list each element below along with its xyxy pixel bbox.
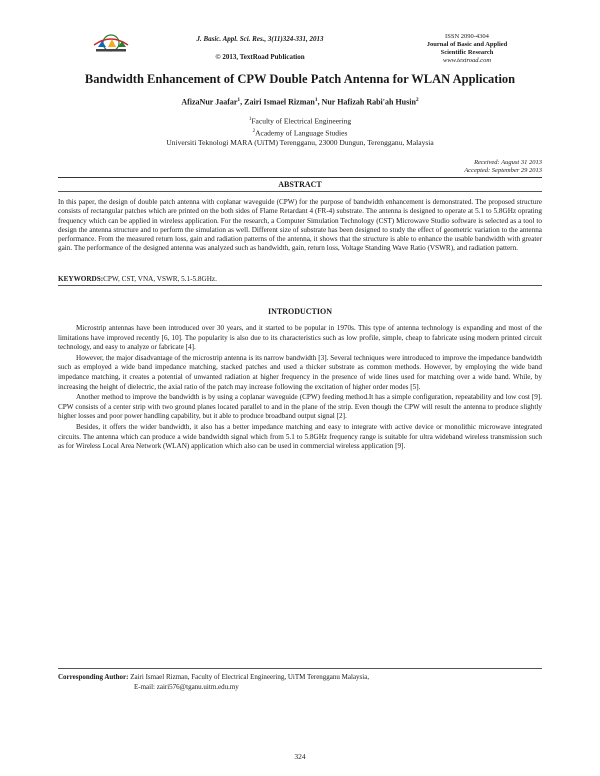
- accepted-date: Accepted: September 29 2013: [464, 167, 542, 174]
- journal-url[interactable]: www.textroad.com: [442, 57, 492, 64]
- paragraph: However, the major disadvantage of the microstrip antenna is its narrow bandwidth [3]. Several techniques were introduced to improve the impedance bandwidth such as employed a wide band impedance matching, stacked patches and used a thicker substrate as common methods. However, by employing the wide band impedance matching, it creates a potential of unwanted radiation at higher frequency in the presence of wide lines used for matching over a wide band. While, by increasing the height of dielectric, the axial ratio of the patch may increase following the excitation of higher order modes [5].: [58, 353, 542, 391]
- corresponding-author-footnote: [58, 672, 542, 692]
- submission-dates: [400, 159, 542, 175]
- affil-mark: 2: [252, 128, 256, 134]
- author-list: AfizaNur Jaafar$^1$, Zairi Ismael Rizman$^1$, Nur Hafizah Rabi'ah Husin$^2$: [181, 97, 419, 107]
- issn: ISSN 2090-4304: [445, 33, 489, 40]
- abstract-text: In this paper, the design of double patch antenna with coplanar waveguide (CPW) for the purpose of bandwidth enhancement is demonstrated. The proposed structure consists of rectangular patches which are printed on the both sides of Flame Retardant 4 (FR-4) substrate. The antenna is designed to operate at 5.1 to 5.8GHz oprating frequency which can be applied in wireless application. For the research, a Computer Simulation Technology (CST) Microwave Studio software is selected as a tool to design the antenna structure and to perform the simulation as well. Different size of substrate has been designed to study the effect of geometric variation to the antenna performance. From the measured return loss, gain and radiation patterns of the antenna, it shows that the structure is able to enhance the usable bandwidth with greater gain. The performance of the designed antenna was analyzed such as bandwidth, gain, return loss, Voltage Standing Wave Ratio (VSWR), and radiation pattern.: [58, 198, 542, 253]
- affiliation: [40, 115, 560, 127]
- affiliation-text: Academy of Language Studies: [255, 128, 348, 137]
- author-affil-mark: 1: [237, 97, 241, 103]
- citation: J. Basic. Appl. Sci. Res., 3(11)324-331, 2013: [196, 35, 324, 43]
- author-name: Zairi Ismael Rizman: [244, 97, 315, 107]
- introduction-heading: INTRODUCTION: [267, 307, 332, 316]
- paper-title: Bandwidth Enhancement of CPW Double Patch Antenna for WLAN Application: [84, 72, 516, 86]
- affiliation: [40, 138, 560, 148]
- introduction-body: [58, 324, 542, 453]
- journal-header-right: [392, 33, 542, 65]
- affiliation: [40, 127, 560, 139]
- divider: [58, 191, 542, 192]
- author-name: Nur Hafizah Rabi'ah Husin: [321, 97, 416, 107]
- affiliation-text: Universiti Teknologi MARA (UiTM) Terengganu, 23000 Dungun, Terengganu, Malaysia: [166, 138, 434, 147]
- author-name: AfizaNur Jaafar: [181, 97, 238, 107]
- author-affil-mark: 2: [415, 97, 419, 103]
- divider: [58, 285, 542, 286]
- page-number: 324: [294, 752, 306, 761]
- abstract-heading: ABSTRACT: [278, 180, 322, 189]
- footnote-text: Zairi Ismael Rizman, Faculty of Electrical Engineering, UiTM Terengganu Malaysia,: [130, 673, 370, 681]
- keywords-list: CPW, CST, VNA, VSWR, 5.1-5.8GHz.: [103, 275, 217, 283]
- journal-header-center: [150, 33, 370, 63]
- textroad-logo-icon: [88, 33, 134, 55]
- affiliation-text: Faculty of Electrical Engineering: [251, 116, 352, 126]
- footnote-label: Corresponding Author:: [58, 673, 129, 681]
- author-affil-mark: 1: [314, 97, 318, 103]
- paragraph: Another method to improve the bandwidth is by using a coplanar waveguide (CPW) feeding method.It has a simple configuration, repeatability and low cost [9]. CPW consists of a center strip with two ground planes located parallel to and in the plane of the strip. Even though the CPW will result the antenna to produce slightly higher losses and poor power handling capability, but it able to produce broadband output signal [2].: [58, 393, 542, 421]
- keywords: [58, 275, 542, 284]
- keywords-label: KEYWORDS:: [58, 275, 104, 283]
- footnote-divider: [58, 668, 542, 669]
- footnote-email[interactable]: E-mail: zairi576@tganu.uitm.edu.my: [134, 683, 239, 691]
- paragraph: Besides, it offers the wider bandwidth, it also has a better impedance matching and easy to integrate with active device or monolithic microwave integrated circuits. The antenna which can produce a wide bandwidth signal which from 5.1 to 5.8GHz frequency range is suitable for ultra wideband wireless transmission such as for Wireless Local Area Network (WLAN) application which also can be used in commercial wireless application [9].: [58, 422, 542, 451]
- received-date: Received: August 31 2013: [474, 159, 542, 166]
- journal-name-line2: Scientific Research: [440, 49, 494, 56]
- paragraph: Microstrip antennas have been introduced over 30 years, and it started to be popular in 1970s. This type of antenna technology is expanding and most of the limitations have improved recently [6, 10]. The popularity is also due to its characteristics such as low profile, simple, cheap to fabricate using modern printed circuit technology, and easy to analyze or fabricate [4].: [58, 324, 542, 352]
- divider: [58, 177, 542, 178]
- affil-mark: 1: [248, 117, 252, 122]
- affiliations: [40, 115, 560, 148]
- copyright: © 2013, TextRoad Publication: [215, 53, 305, 61]
- journal-name-line1: Journal of Basic and Applied: [426, 41, 508, 48]
